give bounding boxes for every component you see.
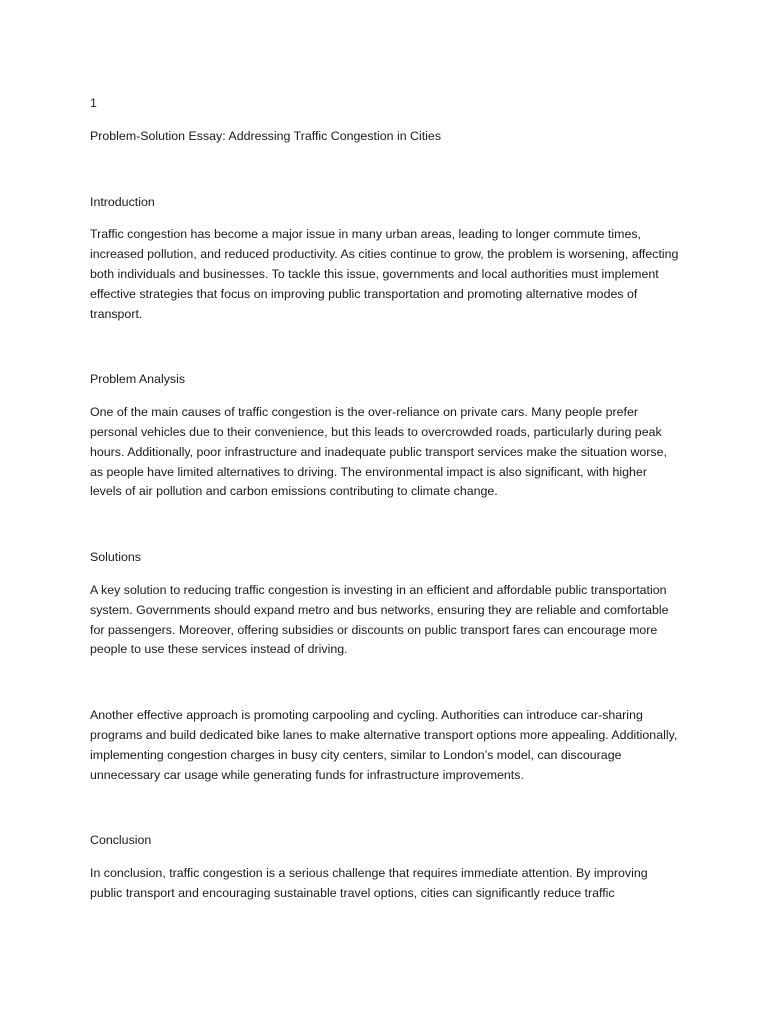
conclusion-paragraph: In conclusion, traffic congestion is a serious challenge that requires immediate attention. By improving public transport and encouraging sustainable travel options, cities can significantly reduce traffic: [90, 866, 648, 900]
solutions-paragraph-2: Another effective approach is promoting carpooling and cycling. Authorities can introduce car-sharing programs and build dedicated bike lanes to make alternative transport options more appealing. Additionally, implementing congestion charges in busy city centers, similar to London’s model, can discourage unnecessary car usage while generating funds for infrastructure improvements.: [90, 708, 678, 782]
document-body: [90, 94, 680, 904]
section-heading-introduction: Introduction: [90, 194, 155, 209]
introduction-paragraph: Traffic congestion has become a major issue in many urban areas, leading to longer commute times, increased pollution, and reduced productivity. As cities continue to grow, the problem is worsening, affecting both individuals and businesses. To tackle this issue, governments and local authorities must implement effective strategies that focus on improving public transportation and promoting alternative modes of transport.: [90, 227, 679, 321]
section-heading-conclusion: Conclusion: [90, 833, 152, 848]
section-heading-solutions: Solutions: [90, 550, 141, 565]
section-heading-problem-analysis: Problem Analysis: [90, 372, 186, 387]
page-number: 1: [90, 96, 97, 110]
problem-analysis-paragraph: One of the main causes of traffic congestion is the over-reliance on private cars. Many people prefer personal vehicles due to their convenience, but this leads to overcrowded roads, particularly during peak hours. Additionally, poor infrastructure and inadequate public transport services make the situation worse, as people have limited alternatives to driving. The environmental impact is also significant, with higher levels of air pollution and carbon emissions contributing to climate change.: [90, 405, 667, 499]
essay-title: Problem-Solution Essay: Addressing Traffic Congestion in Cities: [90, 128, 442, 143]
solutions-paragraph-1: A key solution to reducing traffic congestion is investing in an efficient and affordable public transportation system. Governments should expand metro and bus networks, ensuring they are reliable and comfortable for passengers. Moreover, offering subsidies or discounts on public transport fares can encourage more people to use these services instead of driving.: [90, 582, 669, 657]
